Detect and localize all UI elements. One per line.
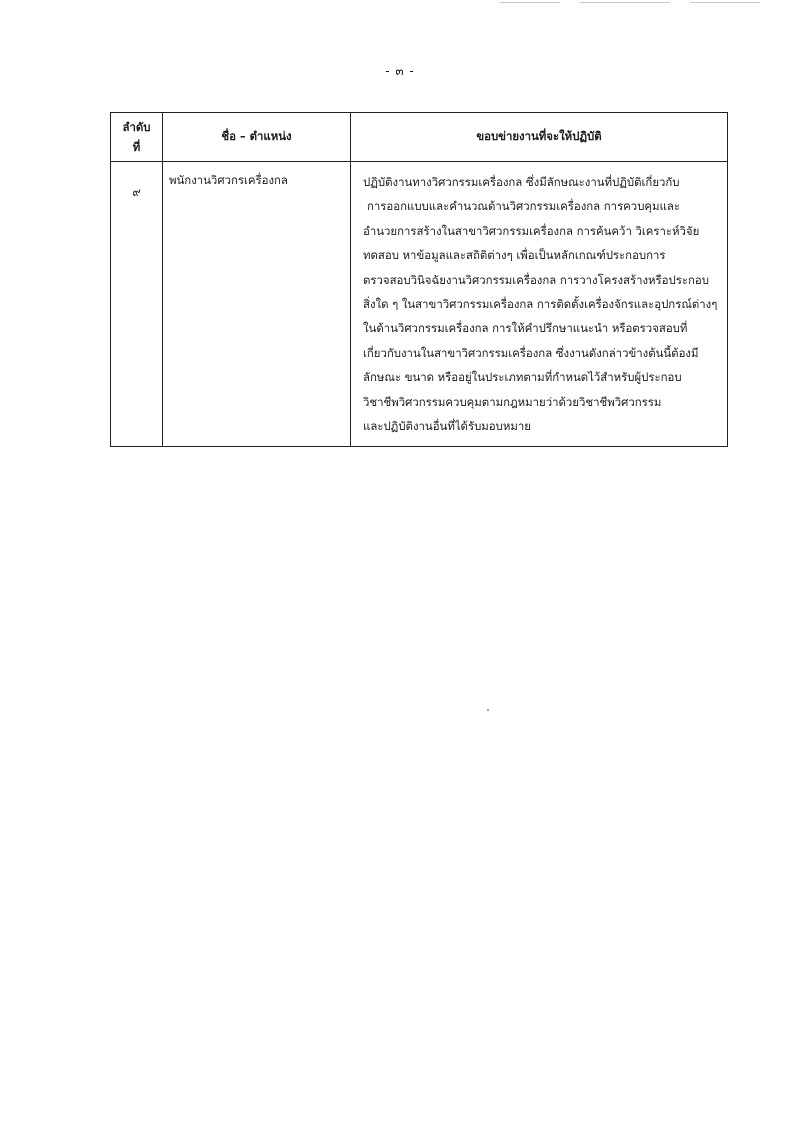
duty-line: การออกแบบและคำนวณด้านวิศวกรรมเครื่องกล การควบคุมและ xyxy=(367,199,680,214)
duty-line: ตรวจสอบวินิจฉัยงานวิศวกรรมเครื่องกล การวางโครงสร้างหรือประกอบ xyxy=(363,272,709,287)
header-duty: ขอบข่ายงานที่จะให้ปฏิบัติ xyxy=(351,113,728,162)
row-no: ๙ xyxy=(132,185,141,199)
duty-line: วิชาชีพวิศวกรรมควบคุมตามกฎหมายว่าด้วยวิชาชีพวิศวกรรม xyxy=(363,394,662,409)
header-name: ชื่อ – ตำแหน่ง xyxy=(163,113,351,162)
table-header-row xyxy=(111,113,728,162)
table-row xyxy=(111,162,728,447)
header-no-label: ลำดับ ที่ xyxy=(122,120,151,154)
duty-line: อำนวยการสร้างในสาขาวิศวกรรมเครื่องกล การค้นคว้า วิเคราะห์วิจัย xyxy=(363,223,700,238)
row-position-name: พนักงานวิศวกรเครื่องกล xyxy=(169,173,288,187)
duty-table xyxy=(110,112,728,447)
duty-line: เกี่ยวกับงานในสาขาวิศวกรรมเครื่องกล ซึ่งงานดังกล่าวข้างต้นนี้ต้องมี xyxy=(363,345,699,360)
scan-edge-marks xyxy=(500,0,760,6)
duty-line: สิ่งใด ๆ ในสาขาวิศวกรรมเครื่องกล การติดตั้งเครื่องจักรและอุปกรณ์ต่างๆ xyxy=(363,297,718,312)
row-duty-cell xyxy=(351,162,728,447)
duty-line: ในด้านวิศวกรรมเครื่องกล การให้คำปรึกษาแนะนำ หรือตรวจสอบที่ xyxy=(363,321,688,336)
scan-speck xyxy=(487,709,489,711)
duty-line: และปฏิบัติงานอื่นที่ได้รับมอบหมาย xyxy=(363,419,531,434)
duty-line: ทดสอบ หาข้อมูลและสถิติต่างๆ เพื่อเป็นหลักเกณฑ์ประกอบการ xyxy=(363,248,666,263)
page-number: - ๓ - xyxy=(385,64,415,78)
header-no xyxy=(111,113,163,162)
row-name-cell xyxy=(163,162,351,447)
row-no-cell xyxy=(111,162,163,447)
duty-line: ปฏิบัติงานทางวิศวกรรมเครื่องกล ซึ่งมีลักษณะงานที่ปฏิบัติเกี่ยวกับ xyxy=(363,175,680,189)
duty-line: ลักษณะ ขนาด หรืออยู่ในประเภทตามที่กำหนดไว้สำหรับผู้ประกอบ xyxy=(363,370,682,385)
